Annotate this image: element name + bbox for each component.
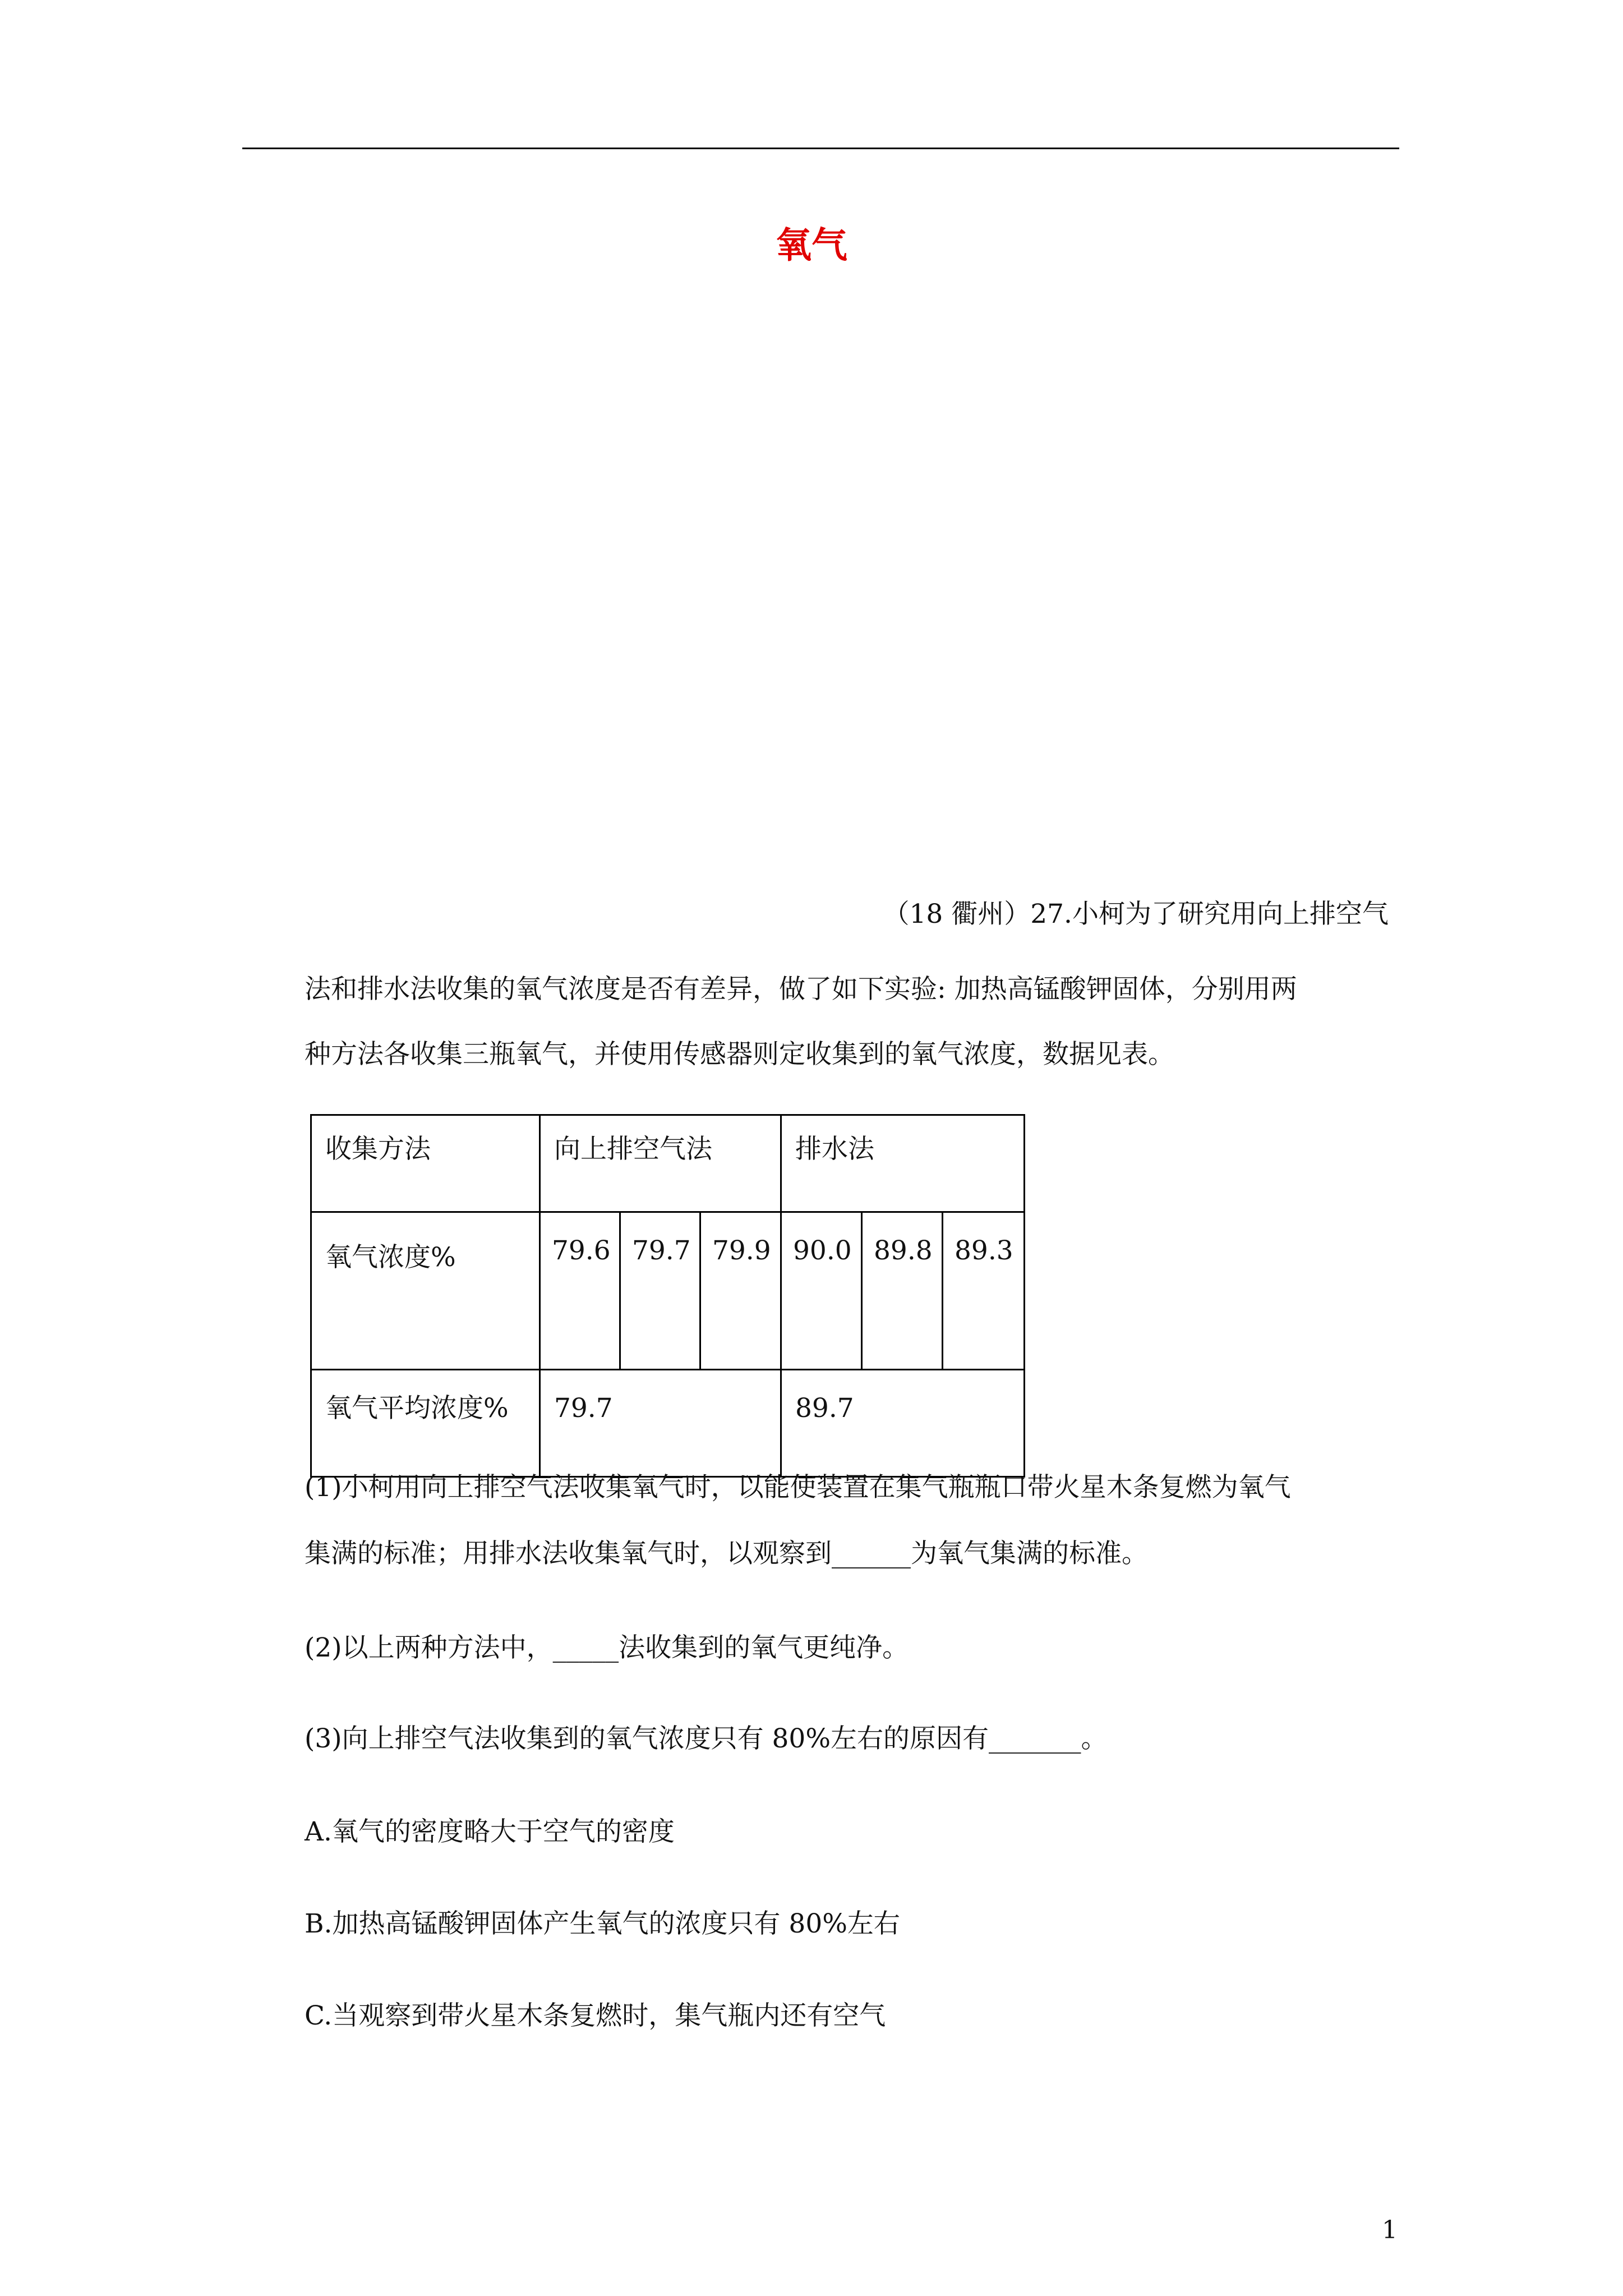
intro-line-2: 法和排水法收集的氧气浓度是否有差异，做了如下实验: 加热高锰酸钾固体，分别用两	[305, 974, 1297, 1005]
table-cell: 89.3	[943, 1212, 1025, 1370]
question-3: (3)向上排空气法收集到的氧气浓度只有 80%左右的原因有_______。	[305, 1723, 1108, 1754]
intro-line-3: 种方法各收集三瓶氧气，并使用传感器则定收集到的氧气浓度，数据见表。	[305, 1039, 1174, 1070]
table-header-upward-air: 向上排空气法	[540, 1115, 781, 1212]
table-header-method: 收集方法	[311, 1115, 540, 1212]
page-title: 氧气	[776, 225, 847, 266]
table-cell: 79.9	[700, 1212, 781, 1370]
table-row	[311, 1212, 1025, 1370]
table-header-water: 排水法	[781, 1115, 1025, 1212]
question-1-line-1: (1)小柯用向上排空气法收集氧气时，以能使装置在集气瓶瓶口带火星木条复燃为氧气	[305, 1472, 1291, 1503]
table-row	[311, 1370, 1025, 1477]
intro-line-1: （18 衢州）27.小柯为了研究用向上排空气	[883, 899, 1389, 930]
question-2: (2)以上两种方法中，_____法收集到的氧气更纯净。	[305, 1632, 909, 1663]
option-a: A.氧气的密度略大于空气的密度	[305, 1816, 675, 1847]
option-c: C.当观察到带火星木条复燃时，集气瓶内还有空气	[305, 2000, 886, 2031]
average-label: 氧气平均浓度%	[311, 1370, 540, 1477]
table-row	[311, 1115, 1025, 1212]
concentration-label: 氧气浓度%	[311, 1212, 540, 1370]
table-cell: 90.0	[781, 1212, 862, 1370]
table-cell: 79.7	[540, 1370, 781, 1477]
oxygen-concentration-table	[310, 1114, 1025, 1478]
page-number: 1	[1382, 2216, 1398, 2244]
header-rule	[242, 148, 1399, 149]
table-cell: 89.7	[781, 1370, 1025, 1477]
table-cell: 79.6	[540, 1212, 620, 1370]
table-cell: 79.7	[620, 1212, 700, 1370]
table-cell: 89.8	[862, 1212, 943, 1370]
option-b: B.加热高锰酸钾固体产生氧气的浓度只有 80%左右	[305, 1908, 900, 1939]
question-1-line-2: 集满的标准；用排水法收集氧气时，以观察到______为氧气集满的标准。	[305, 1538, 1148, 1569]
